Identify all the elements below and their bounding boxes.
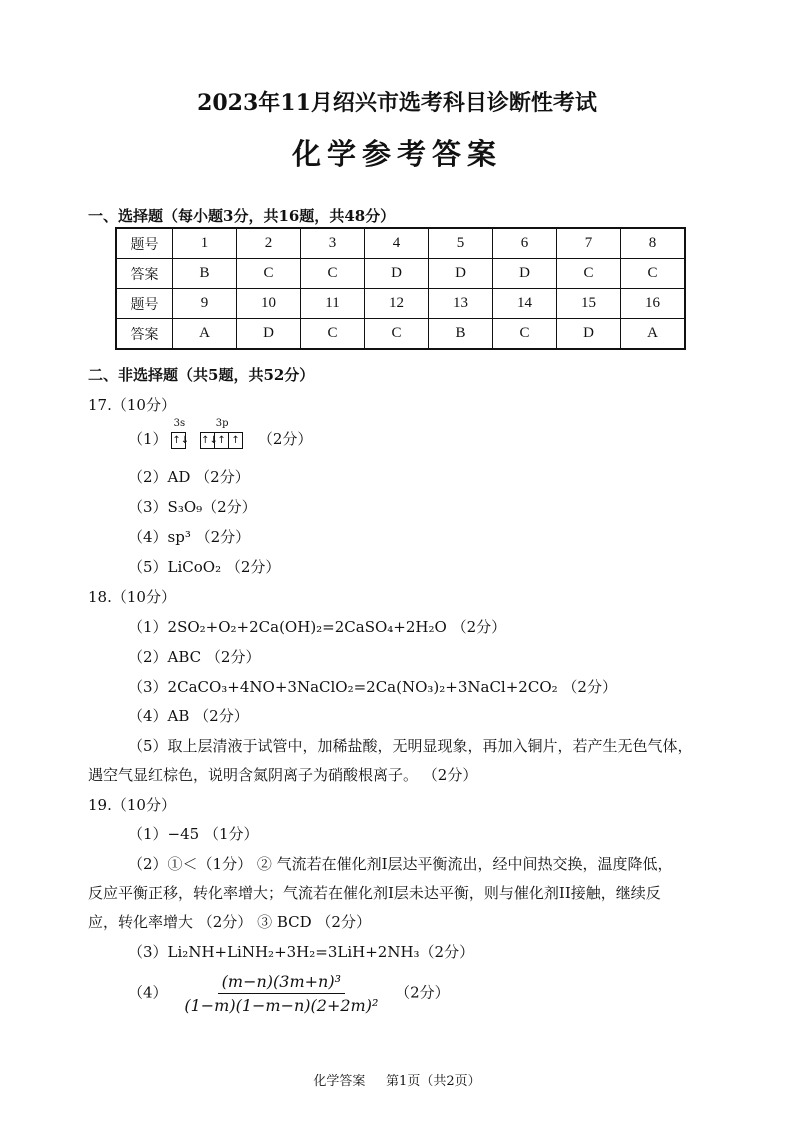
orbital-box: ↑ xyxy=(214,432,229,449)
table-row xyxy=(116,319,685,350)
orbital-box: ↑↓ xyxy=(171,432,186,449)
table-cell: C xyxy=(621,259,686,289)
table-cell: 13 xyxy=(429,289,493,319)
q18-part4: （4）AB （2分） xyxy=(128,707,249,725)
table-cell: A xyxy=(621,319,686,350)
fraction-numerator: (m−n)(3m+n)³ xyxy=(218,972,345,994)
table-cell: 14 xyxy=(493,289,557,319)
q18-part5-cont: 遇空气显红棕色，说明含氮阴离子为硝酸根离子。 （2分） xyxy=(88,766,478,784)
table-cell: 11 xyxy=(301,289,365,319)
table-cell: 12 xyxy=(365,289,429,319)
table-cell: B xyxy=(429,319,493,350)
table-cell: D xyxy=(557,319,621,350)
q17-part2: （2）AD （2分） xyxy=(128,468,250,486)
orbital-3p xyxy=(201,417,243,449)
table-cell: 9 xyxy=(173,289,237,319)
q19-part3: （3）Li₂NH+LiNH₂+3H₂=3LiH+2NH₃（2分） xyxy=(128,943,475,961)
table-cell: C xyxy=(493,319,557,350)
q19-heading: 19.（10分） xyxy=(88,796,176,814)
q17-heading: 17.（10分） xyxy=(88,396,176,414)
q19-part1: （1）−45 （1分） xyxy=(128,825,259,843)
table-row xyxy=(116,259,685,289)
q19-part4 xyxy=(128,972,450,1015)
row-label: 答案 xyxy=(116,319,173,350)
q18-heading: 18.（10分） xyxy=(88,588,176,606)
q17-part4: （4）sp³ （2分） xyxy=(128,528,251,546)
section-nonchoice-heading: 二、非选择题（共5题，共52分） xyxy=(88,366,315,384)
table-row xyxy=(116,228,685,259)
q17-part5: （5）LiCoO₂ （2分） xyxy=(128,558,281,576)
score: （2分） xyxy=(257,430,313,448)
document-subtitle: 化学参考答案 xyxy=(291,137,502,171)
part-label: （1） xyxy=(128,430,168,448)
table-cell: C xyxy=(237,259,301,289)
table-cell: 1 xyxy=(173,228,237,259)
exam-title: 2023年11月绍兴市选考科目诊断性考试 xyxy=(197,90,597,116)
table-cell: 10 xyxy=(237,289,301,319)
table-cell: D xyxy=(493,259,557,289)
page-footer: 化学答案 第1页（共2页） xyxy=(313,1074,481,1089)
q17-part1 xyxy=(128,417,313,449)
q18-part1: （1）2SO₂+O₂+2Ca(OH)₂=2CaSO₄+2H₂O （2分） xyxy=(128,618,507,636)
table-cell: A xyxy=(173,319,237,350)
table-row xyxy=(116,289,685,319)
answer-table xyxy=(115,227,686,350)
table-cell: 2 xyxy=(237,228,301,259)
table-cell: B xyxy=(173,259,237,289)
table-cell: 3 xyxy=(301,228,365,259)
equilibrium-constant-fraction xyxy=(180,972,382,1015)
orbital-box: ↑ xyxy=(228,432,243,449)
orbital-label: 3s xyxy=(173,417,186,429)
orbital-box: ↑↓ xyxy=(200,432,215,449)
table-cell: D xyxy=(237,319,301,350)
table-cell: C xyxy=(301,259,365,289)
table-cell: 7 xyxy=(557,228,621,259)
table-cell: D xyxy=(365,259,429,289)
q17-part3: （3）S₃O₉（2分） xyxy=(128,498,257,516)
table-cell: 16 xyxy=(621,289,686,319)
table-cell: C xyxy=(301,319,365,350)
table-cell: 6 xyxy=(493,228,557,259)
q18-part2: （2）ABC （2分） xyxy=(128,648,261,666)
orbital-3s xyxy=(172,417,190,449)
orbital-label: 3p xyxy=(215,417,229,429)
q19-part2-cont: 反应平衡正移，转化率增大；气流若在催化剂I层未达平衡，则与催化剂II接触，继续反 xyxy=(88,884,661,902)
table-cell: D xyxy=(429,259,493,289)
q18-part3: （3）2CaCO₃+4NO+3NaClO₂=2Ca(NO₃)₂+3NaCl+2CO₂ （2分） xyxy=(128,678,617,696)
part-label: （4） xyxy=(128,983,168,1002)
q18-part5: （5）取上层清液于试管中，加稀盐酸，无明显现象，再加入铜片，若产生无色气体， xyxy=(128,737,693,755)
fraction-denominator: (1−m)(1−m−n)(2+2m)² xyxy=(184,996,379,1015)
section-choice-heading: 一、选择题（每小题3分，共16题，共48分） xyxy=(88,207,396,225)
q19-part2-cont2: 应，转化率增大 （2分） ③ BCD （2分） xyxy=(88,913,371,931)
row-label: 题号 xyxy=(116,289,173,319)
q19-part2: （2）①＜（1分） ② 气流若在催化剂I层达平衡流出，经中间热交换，温度降低， xyxy=(128,855,673,873)
table-cell: 8 xyxy=(621,228,686,259)
table-cell: 15 xyxy=(557,289,621,319)
table-cell: C xyxy=(365,319,429,350)
table-cell: 4 xyxy=(365,228,429,259)
table-cell: 5 xyxy=(429,228,493,259)
table-cell: C xyxy=(557,259,621,289)
row-label: 题号 xyxy=(116,228,173,259)
row-label: 答案 xyxy=(116,259,173,289)
score: （2分） xyxy=(395,983,450,1002)
